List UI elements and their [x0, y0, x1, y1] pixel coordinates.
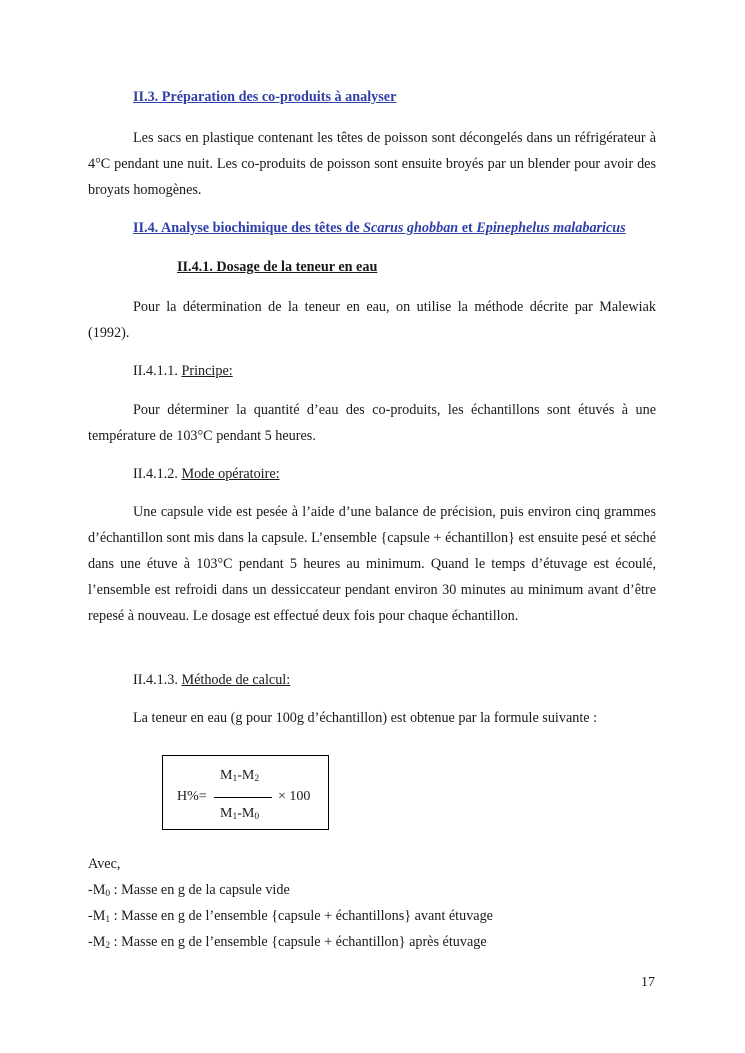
formula-fraction-bar [214, 797, 272, 798]
heading-ii-4-part-c: et [458, 220, 477, 236]
paragraph-formule-intro [133, 705, 597, 731]
legend-item: $-M_0$ : Masse en g de la capsule vide [88, 882, 290, 899]
page-number: 17 [641, 975, 655, 990]
heading-ii-4-1-1-number: II.4.1.1. [133, 363, 182, 379]
legend-item: $-M_1$ : Masse en g de l’ensemble {capsule + échantillons} avant étuvage [88, 908, 493, 925]
paragraph-principe-text: Pour déterminer la quantité d’eau des co-produits, les échantillons sont étuvés à une température de 103°C pendant 5 heures. [88, 402, 656, 444]
paragraph-preparation-text: Les sacs en plastique contenant les têtes de poisson sont décongelés dans un réfrigérateur à 4°C pendant une nuit. Les co-produits de poisson sont ensuite broyés par un blender pour avoir des broyats homogènes. [88, 130, 656, 198]
heading-ii-4-species-2: Epinephelus malabaricus [476, 220, 626, 236]
formula-rhs: × 100 [278, 789, 311, 804]
subsection-heading-ii-4-1-text: II.4.1. Dosage de la teneur en eau [177, 259, 378, 275]
formula-box [162, 755, 329, 830]
subsection-heading-ii-4-1-2 [133, 461, 280, 487]
heading-ii-4-species-1: Scarus ghobban [363, 220, 459, 236]
paragraph-teneur-eau-text: Pour la détermination de la teneur en eau, on utilise la méthode décrite par Malewiak (1992). [88, 299, 656, 341]
heading-ii-4-1-2-label: Mode opératoire: [181, 466, 280, 482]
subsection-heading-ii-4-1-3 [133, 667, 290, 693]
paragraph-principe [88, 397, 656, 449]
heading-ii-4-1-3-number: II.4.1.3. [133, 672, 182, 688]
heading-ii-4-1-1-label: Principe: [181, 363, 233, 379]
heading-ii-4-1-2-number: II.4.1.2. [133, 466, 182, 482]
formula-denominator: $M_1-M_0$ [220, 806, 260, 822]
paragraph-teneur-eau [88, 294, 656, 346]
paragraph-mode-operatoire [88, 499, 656, 629]
heading-ii-4-part-a: II.4. Analyse biochimique des têtes de [133, 220, 364, 236]
legend-item: $-M_2$ : Masse en g de l’ensemble {capsule + échantillon} après étuvage [88, 934, 487, 951]
paragraph-preparation [88, 125, 656, 203]
subsection-heading-ii-4-1-1 [133, 358, 233, 384]
formula-numerator: $M_1-M_2$ [220, 768, 260, 784]
subsection-heading-ii-4-1 [177, 254, 377, 280]
section-heading-ii-4 [133, 215, 626, 241]
heading-ii-4-1-3-label: Méthode de calcul: [181, 672, 291, 688]
section-heading-ii-3-text: II.3. Préparation des co-produits à analyser [133, 89, 397, 105]
legend-avec: Avec, [88, 856, 121, 872]
paragraph-formule-intro-text: La teneur en eau (g pour 100g d’échantillon) est obtenue par la formule suivante : [133, 710, 598, 726]
formula-lhs: H%= [177, 789, 207, 804]
section-heading-ii-3 [133, 84, 396, 110]
paragraph-mode-operatoire-text: Une capsule vide est pesée à l’aide d’une balance de précision, puis environ cinq grammes d’échantillon sont mis dans la capsule. L’ensemble {capsule + échantillon} est ensuite pesé et séché dans une étuve à 103°C pendant 5 heures au minimum. Quand le temps d’étuvage est écoulé, l’ensemble est refroidi dans un dessiccateur pendant environ 30 minutes au minimum avant d’être repesé à nouveau. Le dosage est effectué deux fois pour chaque échantillon. [88, 504, 656, 624]
